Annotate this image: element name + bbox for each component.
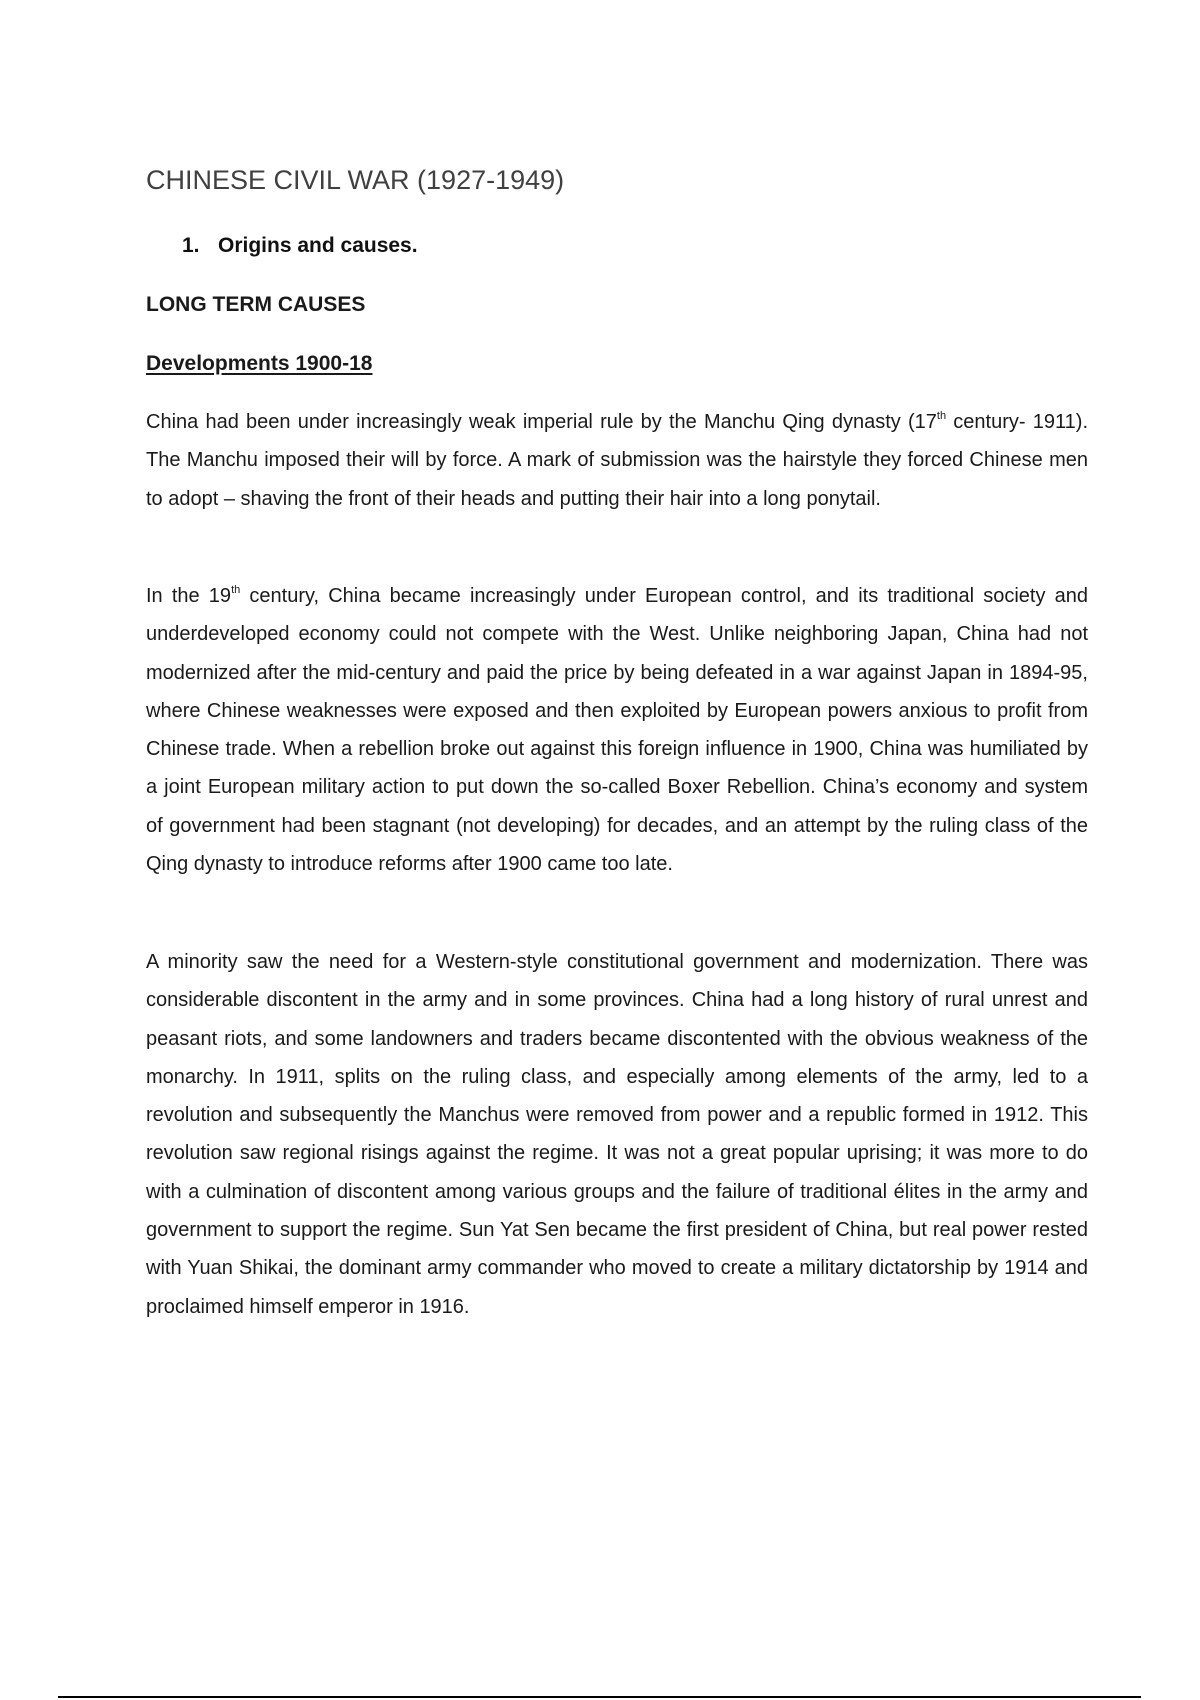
paragraph-text: A minority saw the need for a Western-style constitutional government and modernization. There was considerable discontent in the army and in some provinces. China had a long history of rural unrest and peasant riots, and some landowners and traders became discontented with the obvious weakness of the monarchy. In 1911, splits on the ruling class, and especially among elements of the army, led to a revolution and subsequently the Manchus were removed from power and a republic formed in 1912. This revolution saw regional risings against the regime. It was not a great popular uprising; it was more to do with a culmination of discontent among various groups and the failure of traditional élites in the army and government to support the regime. Sun Yat Sen became the first president of China, but real power rested with Yuan Shikai, the dominant army commander who moved to create a military dictatorship by 1914 and proclaimed himself emperor in 1916. [146,951,1088,1318]
body-paragraph [146,403,1088,518]
paragraph-text: In the 19 [146,585,232,607]
superscript: th [231,584,241,596]
paragraph-text: China had been under increasingly weak imperial rule by the Manchu Qing dynasty (17 [146,411,937,433]
document-title: CHINESE CIVIL WAR (1927-1949) [146,165,565,195]
paragraph-text: century, China became increasingly under European control, and its traditional society and underdeveloped economy could not compete with the West. Unlike neighboring Japan, China had not modernized after the mid-century and paid the price by being defeated in a war against Japan in 1894-95, where Chinese weaknesses were exposed and then exploited by European powers anxious to profit from Chinese trade. When a rebellion broke out against this foreign influence in 1900, China was humiliated by a joint European military action to put down the so-called Boxer Rebellion. China’s economy and system of government had been stagnant (not developing) for decades, and an attempt by the ruling class of the Qing dynasty to introduce reforms after 1900 came too late. [146,585,1089,876]
section-number: 1. [182,234,200,257]
page-footer-rule [58,1696,1141,1698]
superscript: th [936,410,947,422]
body-paragraph [146,577,1088,883]
body-paragraph [146,943,1088,1326]
subheading: LONG TERM CAUSES [146,293,366,316]
section-heading [182,234,418,258]
section-title: Origins and causes. [218,234,418,257]
paragraph-text: century- 1911). The Manchu imposed their will by force. A mark of submission was the hairstyle they forced Chinese men to adopt – shaving the front of their heads and putting their hair into a long ponytail. [146,411,1088,510]
sub-subheading: Developments 1900-18 [146,352,373,375]
